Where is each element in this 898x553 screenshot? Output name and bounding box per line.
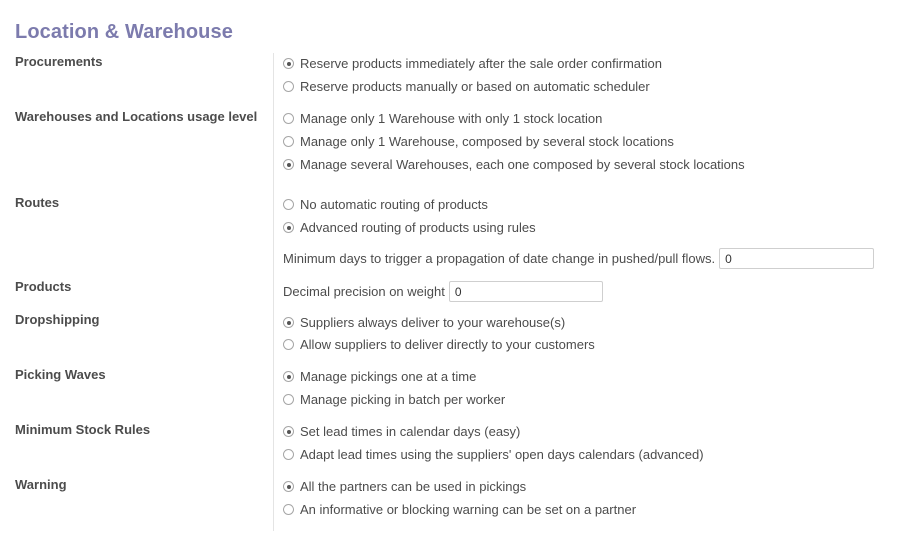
label-procurements: Procurements [15, 54, 103, 69]
radio-option-no-automatic-routing[interactable] [283, 197, 488, 212]
radio-option-supplier-calendars[interactable] [283, 447, 704, 462]
radio-option-one-warehouse-several-locations[interactable] [283, 134, 674, 149]
radio-option-partner-warning[interactable] [283, 502, 636, 517]
radio-option-deliver-to-warehouse[interactable] [283, 315, 565, 330]
option-label: Advanced routing of products using rules [300, 220, 536, 235]
decimal-precision-row [283, 281, 603, 302]
decimal-precision-input[interactable] [449, 281, 603, 302]
section-divider [273, 53, 274, 531]
option-label: Reserve products immediately after the sale order confirmation [300, 56, 662, 71]
option-label: Adapt lead times using the suppliers' open days calendars (advanced) [300, 447, 704, 462]
radio-selected-icon[interactable] [283, 222, 294, 233]
radio-selected-icon[interactable] [283, 426, 294, 437]
option-label: Manage only 1 Warehouse with only 1 stock location [300, 111, 603, 126]
option-label: An informative or blocking warning can be set on a partner [300, 502, 637, 517]
radio-option-calendar-days[interactable] [283, 424, 520, 439]
min-days-row [283, 248, 874, 269]
label-warning: Warning [15, 477, 67, 492]
radio-unselected-icon[interactable] [283, 339, 294, 350]
radio-unselected-icon[interactable] [283, 504, 294, 515]
radio-option-reserve-manually[interactable] [283, 79, 650, 94]
min-days-label: Minimum days to trigger a propagation of date change in pushed/pull flows. [283, 251, 716, 266]
radio-unselected-icon[interactable] [283, 81, 294, 92]
radio-unselected-icon[interactable] [283, 113, 294, 124]
radio-selected-icon[interactable] [283, 159, 294, 170]
radio-option-reserve-immediately[interactable] [283, 56, 662, 71]
option-label: All the partners can be used in pickings [300, 479, 527, 494]
radio-option-pickings-one-at-a-time[interactable] [283, 369, 476, 384]
option-label: Manage several Warehouses, each one composed by several stock locations [300, 157, 745, 172]
option-label: No automatic routing of products [300, 197, 488, 212]
decimal-precision-label: Decimal precision on weight [283, 284, 445, 299]
label-picking-waves: Picking Waves [15, 367, 106, 382]
radio-selected-icon[interactable] [283, 481, 294, 492]
radio-selected-icon[interactable] [283, 317, 294, 328]
label-warehouses-usage-level: Warehouses and Locations usage level [15, 109, 258, 124]
label-minimum-stock-rules: Minimum Stock Rules [15, 422, 151, 437]
option-label: Manage picking in batch per worker [300, 392, 506, 407]
radio-unselected-icon[interactable] [283, 199, 294, 210]
option-label: Manage only 1 Warehouse, composed by several stock locations [300, 134, 674, 149]
radio-option-several-warehouses[interactable] [283, 157, 745, 172]
page-title: Location & Warehouse [15, 21, 233, 43]
radio-unselected-icon[interactable] [283, 394, 294, 405]
radio-unselected-icon[interactable] [283, 136, 294, 147]
radio-option-one-warehouse-one-location[interactable] [283, 111, 602, 126]
radio-unselected-icon[interactable] [283, 449, 294, 460]
radio-selected-icon[interactable] [283, 58, 294, 69]
min-days-input[interactable] [719, 248, 874, 269]
option-label: Reserve products manually or based on automatic scheduler [300, 79, 650, 94]
option-label: Manage pickings one at a time [300, 369, 477, 384]
radio-selected-icon[interactable] [283, 371, 294, 382]
radio-option-deliver-to-customers[interactable] [283, 337, 595, 352]
label-dropshipping: Dropshipping [15, 312, 100, 327]
option-label: Set lead times in calendar days (easy) [300, 424, 521, 439]
label-products: Products [15, 279, 72, 294]
option-label: Allow suppliers to deliver directly to your customers [300, 337, 595, 352]
option-label: Suppliers always deliver to your warehouse(s) [300, 315, 566, 330]
label-routes: Routes [15, 195, 60, 210]
radio-option-advanced-routing[interactable] [283, 220, 536, 235]
radio-option-picking-in-batch[interactable] [283, 392, 505, 407]
radio-option-all-partners[interactable] [283, 479, 526, 494]
